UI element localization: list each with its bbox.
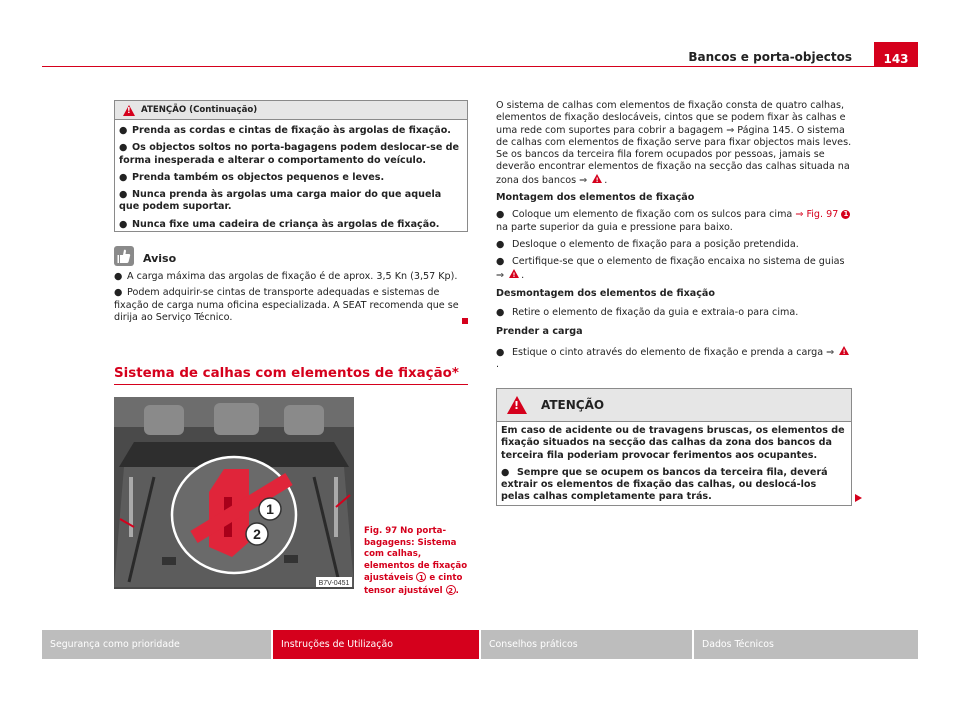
- list-item: ● Sempre que se ocupem os bancos da terceira fila, deverá extrair os elementos de fixação das calhas, ou deslocá-los pelas calhas completamente para trás.: [501, 466, 828, 503]
- list-item: ● Prenda também os objectos pequenos e leves.: [119, 171, 385, 183]
- footer-tab-conselhos[interactable]: Conselhos práticos: [481, 630, 692, 659]
- figure-callout-1: 1: [266, 501, 274, 517]
- list-item: ● Coloque um elemento de fixação com os sulcos para cima ⇒ Fig. 97 1 na parte superior da guia e pressione para baixo.: [496, 209, 852, 234]
- footer-tab-dados[interactable]: Dados Técnicos: [694, 630, 918, 659]
- figure-code: B7V-0451: [318, 580, 350, 587]
- figure-link[interactable]: ⇒ Fig. 97: [795, 209, 839, 221]
- warning-box: [496, 388, 852, 506]
- warning-header: [497, 389, 851, 422]
- warning-triangle-icon: [507, 396, 527, 414]
- list-item: ● Nunca prenda às argolas uma carga maior do que aquela que podem suportar.: [119, 189, 442, 213]
- note-icon: [114, 246, 134, 266]
- warning-box-continued: [114, 100, 468, 232]
- list-item: ● Os objectos soltos no porta-bagagens podem deslocar-se de forma inesperada e alterar o comportamento do veículo.: [119, 142, 460, 166]
- list-item: ● Estique o cinto através do elemento de fixação e prenda a carga ⇒ !.: [496, 346, 852, 372]
- warning-ref-icon: [509, 269, 519, 278]
- subheading-montagem: Montagem dos elementos de fixação: [496, 192, 695, 204]
- warning-ref-icon: [592, 174, 602, 183]
- intro-paragraph: O sistema de calhas com elementos de fixação consta de quatro calhas, elementos de fixação deslocáveis, cintos que se podem fixar às calhas e uma rede com suportes para cobrir a bagagem ⇒ Página 145. O sistema de calhas com elementos de fixação serve para fixar objectos mais leves. Se os bancos da terceira fila forem ocupados por pessoas, jamais se deverão encontrar elementos de fixação na secção das calhas situada na zona dos bancos ⇒ ! .: [496, 100, 852, 187]
- warning-body: Em caso de acidente ou de travagens bruscas, os elementos de fixação situados na secção das calhas da zona dos bancos da terceira fila poderiam provocar ferimentos aos ocupantes. ● Sempre que se ocupem os bancos da terceira fila, deverá extrair os elementos de fixação das calhas, ou deslocá-los pelas calhas completamente para trás.: [497, 422, 851, 504]
- header-rule: [42, 66, 918, 67]
- warning-header: [115, 101, 467, 120]
- page-header-title: Bancos e porta-objectos: [688, 50, 852, 64]
- figure-97-image: [114, 397, 354, 589]
- warning-ref-icon: [839, 346, 849, 355]
- list-item: ● Nunca fixe uma cadeira de criança às argolas de fixação.: [119, 218, 440, 230]
- warning-triangle-icon: [123, 105, 135, 116]
- list-item: ● Podem adquirir-se cintas de transporte adequadas e sistemas de fixação de carga numa oficina especializada. A SEAT recomenda que se dirija ao Serviço Técnico.: [114, 287, 459, 323]
- end-marker: [462, 318, 468, 324]
- footer-tab-instrucoes[interactable]: Instruções de Utilização: [273, 630, 479, 659]
- warning-body: [115, 120, 467, 231]
- list-item: ● Certifique-se que o elemento de fixação encaixa no sistema de guias ⇒ ! .: [496, 256, 852, 282]
- warning-title: ATENÇÃO (Continuação): [141, 105, 258, 115]
- page-number: 143: [874, 42, 918, 66]
- footer-tab-seguranca[interactable]: Segurança como prioridade: [42, 630, 271, 659]
- warning-title: ATENÇÃO: [541, 398, 605, 412]
- note-body: [114, 271, 468, 324]
- section-title: Sistema de calhas com elementos de fixação*: [114, 366, 459, 381]
- right-column: [496, 100, 852, 371]
- section-rule: [114, 384, 468, 385]
- subheading-prender: Prender a carga: [496, 326, 583, 338]
- note-title: Aviso: [143, 252, 177, 265]
- list-item: ● Desloque o elemento de fixação para a posição pretendida.: [496, 238, 799, 250]
- list-item: ● Retire o elemento de fixação da guia e extraia-o para cima.: [496, 307, 799, 319]
- figure-callout-2: 2: [253, 526, 261, 542]
- list-item: ● Prenda as cordas e cintas de fixação às argolas de fixação.: [119, 125, 451, 136]
- continue-arrow-icon: [855, 494, 862, 502]
- figure-caption: Fig. 97 No porta-bagagens: Sistema com calhas, elementos de fixação ajustáveis 1 e cinto tensor ajustável 2 .: [364, 526, 468, 596]
- list-item: ● A carga máxima das argolas de fixação é de aprox. 3,5 Kn (3,57 Kp).: [114, 271, 458, 282]
- subheading-desmontagem: Desmontagem dos elementos de fixação: [496, 287, 715, 299]
